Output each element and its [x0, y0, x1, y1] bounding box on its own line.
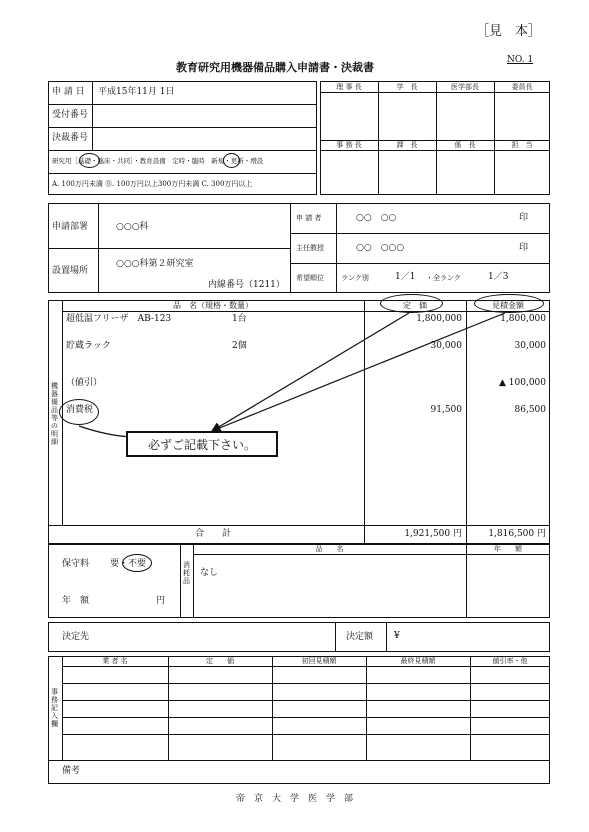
decision-amount-value[interactable]: ¥	[394, 631, 400, 641]
total-estimate: 1,816,500 円	[488, 529, 546, 539]
chief-professor-value[interactable]: ○○ ○○○	[356, 243, 405, 253]
item-estimate: ▲ 100,000	[499, 378, 546, 388]
department-label: 申請部署	[52, 222, 89, 232]
decision-destination-field[interactable]	[105, 624, 333, 650]
amount-range-options[interactable]: A. 100万円未満 Ⓑ. 100万円以上300万円未満 C. 300万円以上	[52, 180, 253, 188]
callout-box	[126, 431, 278, 457]
approver-chairman-label: 理 事 長	[336, 83, 362, 91]
footer-university: 帝 京 大 学 医 学 部	[235, 794, 353, 804]
col-estimate-header: 見積金額	[492, 301, 524, 310]
document-number: NO. 1	[507, 55, 534, 65]
sample-stamp: ［見 本］	[476, 24, 542, 39]
total-label: 合 計	[194, 529, 231, 539]
item-name: （値引）	[66, 378, 103, 388]
vendor-name-header: 業 者 名	[102, 657, 128, 665]
purpose-options[interactable]: 研究用［基礎・臨床・共同］・教育設備 定時・臨時 新規・更新・増設	[52, 157, 264, 165]
application-date-label: 申 請 日	[52, 87, 85, 97]
consumables-value[interactable]: なし	[200, 568, 219, 578]
consumables-label: 消耗品	[183, 561, 190, 585]
total-price: 1,921,500 円	[404, 529, 462, 539]
final-estimate-header: 最終見積額	[400, 657, 436, 665]
maintenance-fee-label: 保守料	[62, 559, 90, 569]
item-estimate: 1,800,000	[500, 314, 546, 324]
document-title: 教育研究用機器備品購入申請書・決裁書	[176, 61, 374, 74]
department-value[interactable]: ○○○科	[116, 222, 149, 232]
approver-subsection-chief-label: 係 長	[454, 141, 476, 149]
decision-destination-label: 決定先	[62, 632, 90, 642]
maintenance-box	[48, 544, 550, 618]
remarks-label: 備考	[62, 766, 81, 776]
item-estimate: 30,000	[514, 341, 546, 351]
rank-by-category-label: ランク別	[341, 274, 369, 282]
first-estimate-header: 初回見積額	[301, 657, 337, 665]
item-quantity: 1台	[232, 314, 247, 324]
maintenance-fee-options[interactable]: 要・不要	[110, 559, 147, 569]
decision-amount-label: 決定額	[346, 632, 374, 642]
callout-text: 必ずご記載下さい。	[147, 438, 256, 452]
chief-professor-seal: 印	[519, 243, 529, 253]
priority-label: 希望順位	[296, 274, 324, 282]
installation-place-value[interactable]: ○○○科第２研究室	[116, 259, 194, 269]
item-quantity: 2個	[232, 341, 247, 351]
overall-rank-label: ・全ランク	[426, 274, 461, 282]
circled-not-required-mark	[122, 554, 152, 572]
office-use-box	[48, 656, 550, 784]
approver-section-chief-label: 課 長	[396, 141, 418, 149]
list-price-header: 定 価	[206, 657, 234, 665]
item-price: 91,500	[430, 405, 462, 415]
office-use-side-label: 事務記入欄	[51, 688, 58, 728]
decision-number-label: 決裁番号	[52, 133, 89, 143]
chief-professor-label: 主任教授	[296, 244, 324, 252]
item-estimate: 86,500	[514, 405, 546, 415]
col-price-header: 定 価	[403, 301, 427, 310]
approver-president-label: 学 長	[396, 83, 418, 91]
consumables-name-header: 品 名	[315, 545, 344, 553]
approver-committee-label: 委員長	[511, 83, 533, 91]
item-name: 超低温フリーザ AB-123	[66, 314, 172, 324]
applicant-value[interactable]: ○○ ○○	[356, 213, 397, 223]
discount-rate-header: 値引率・他	[492, 657, 528, 665]
item-name: 消費税	[66, 405, 94, 415]
extension-number[interactable]: 内線番号（1211）	[208, 280, 285, 290]
consumables-year-header: 年 額	[494, 545, 522, 553]
annual-fee-label: 年 額	[62, 596, 90, 606]
applicant-seal: 印	[519, 213, 529, 223]
approver-office-head-label: 事 務 長	[336, 141, 362, 149]
col-name-header: 品 名（規格・数量）	[173, 301, 253, 310]
receipt-number-label: 受付番号	[52, 110, 89, 120]
applicant-label: 申 請 者	[296, 214, 322, 222]
item-price: 30,000	[430, 341, 462, 351]
item-name: 貯蔵ラック	[66, 341, 111, 351]
installation-place-label: 設置場所	[52, 266, 89, 276]
annual-fee-yen[interactable]: 円	[156, 596, 166, 606]
overall-rank-value[interactable]: 1／3	[488, 272, 509, 282]
item-price: 1,800,000	[416, 314, 462, 324]
approver-dean-label: 医学部長	[451, 83, 479, 91]
application-date-value[interactable]: 平成15年11月 1日	[98, 87, 175, 97]
approver-staff-label: 担 当	[511, 141, 533, 149]
items-side-label: 機器備品等の明細	[51, 382, 58, 446]
rank-by-category-value[interactable]: 1／1	[395, 272, 416, 282]
